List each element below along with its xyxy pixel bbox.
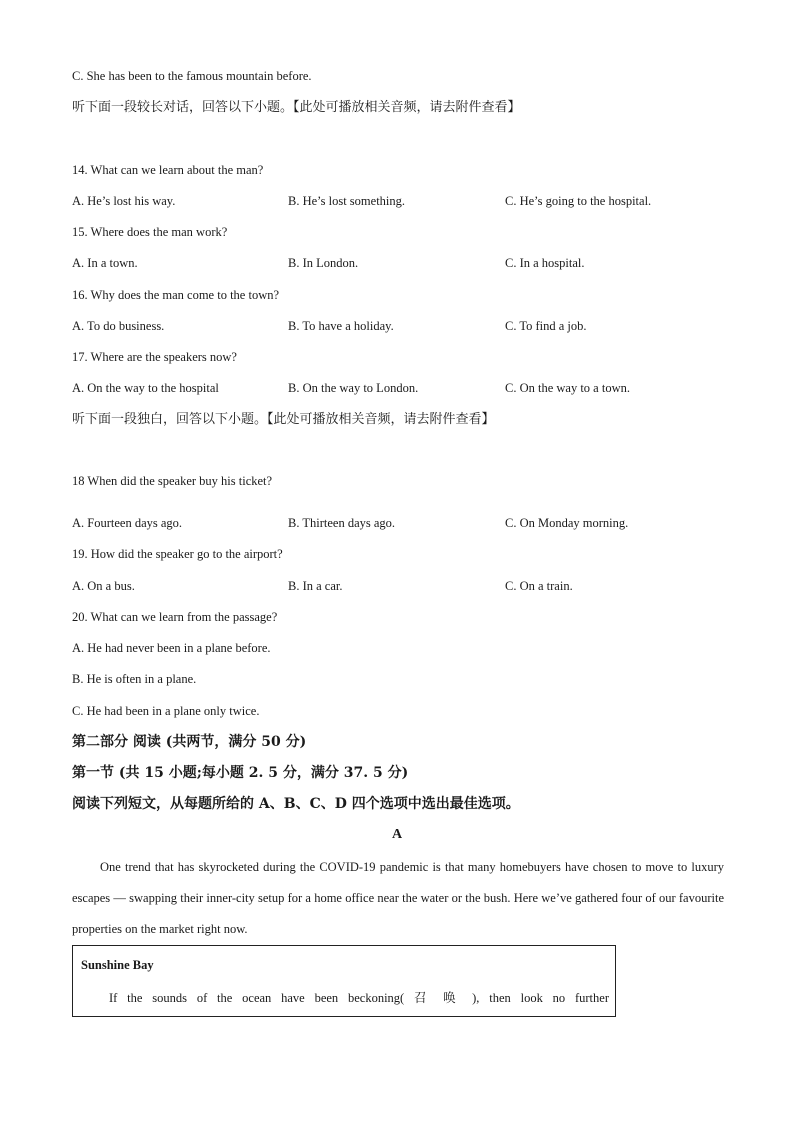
property-text: If the sounds of the ocean have been beckoning( 召 唤 ), then look no further <box>109 991 609 1005</box>
q13-option-c: C. She has been to the famous mountain before. <box>72 69 312 83</box>
question-19-option-b: B. In a car. <box>288 579 343 593</box>
passage-label: A <box>391 827 403 842</box>
question-17-option-b: B. On the way to London. <box>288 381 419 395</box>
section-one-title: 第一节 (共 15 小题;每小题 2. 5 分，满分 37. 5 分) <box>72 765 409 781</box>
question-19-option-a: A. On a bus. <box>72 579 135 593</box>
property-title: Sunshine Bay <box>81 958 154 972</box>
part-two-title: 第二部分 阅读 (共两节，满分 50 分) <box>72 734 307 750</box>
question-17-option-a: A. On the way to the hospital <box>72 381 219 395</box>
question-15-option-c: C. In a hospital. <box>505 256 585 270</box>
question-15-option-a: A. In a town. <box>72 256 138 270</box>
monologue-instruction: 听下面一段独白，回答以下小题。【此处可播放相关音频，请去附件查看】 <box>72 412 495 427</box>
question-19-option-c: C. On a train. <box>505 579 573 593</box>
question-17-option-c: C. On the way to a town. <box>505 381 630 395</box>
question-18-option-c: C. On Monday morning. <box>505 516 629 530</box>
question-14-stem: 14. What can we learn about the man? <box>72 163 264 177</box>
question-20-option-a: A. He had never been in a plane before. <box>72 641 271 655</box>
question-16-option-c: C. To find a job. <box>505 319 587 333</box>
question-17-stem: 17. Where are the speakers now? <box>72 350 237 364</box>
question-15-stem: 15. Where does the man work? <box>72 225 228 239</box>
question-18-option-a: A. Fourteen days ago. <box>72 516 183 530</box>
question-14-option-c: C. He’s going to the hospital. <box>505 194 652 208</box>
question-16-option-a: A. To do business. <box>72 319 165 333</box>
question-18-stem: 18 When did the speaker buy his ticket? <box>72 474 273 488</box>
question-14-option-b: B. He’s lost something. <box>288 194 406 208</box>
question-14-option-a: A. He’s lost his way. <box>72 194 176 208</box>
question-19-stem: 19. How did the speaker go to the airport? <box>72 547 283 561</box>
passage-intro: One trend that has skyrocketed during the COVID-19 pandemic is that many homebuyers have chosen to move to luxury escapes — swapping their inner-city setup for a home office near the water or the bush. Here we’ve gathered four of our favourite properties on the market right now. <box>72 860 724 936</box>
question-20-stem: 20. What can we learn from the passage? <box>72 610 278 624</box>
question-20-option-b: B. He is often in a plane. <box>72 672 197 686</box>
question-20-option-c: C. He had been in a plane only twice. <box>72 704 260 718</box>
question-16-stem: 16. Why does the man come to the town? <box>72 288 280 302</box>
question-16-option-b: B. To have a holiday. <box>288 319 394 333</box>
long-dialogue-instruction: 听下面一段较长对话，回答以下小题。【此处可播放相关音频，请去附件查看】 <box>72 100 521 115</box>
question-15-option-b: B. In London. <box>288 256 359 270</box>
reading-instruction: 阅读下列短文，从每题所给的 A、B、C、D 四个选项中选出最佳选项。 <box>72 796 520 812</box>
property-box <box>72 945 616 1017</box>
question-18-option-b: B. Thirteen days ago. <box>288 516 396 530</box>
